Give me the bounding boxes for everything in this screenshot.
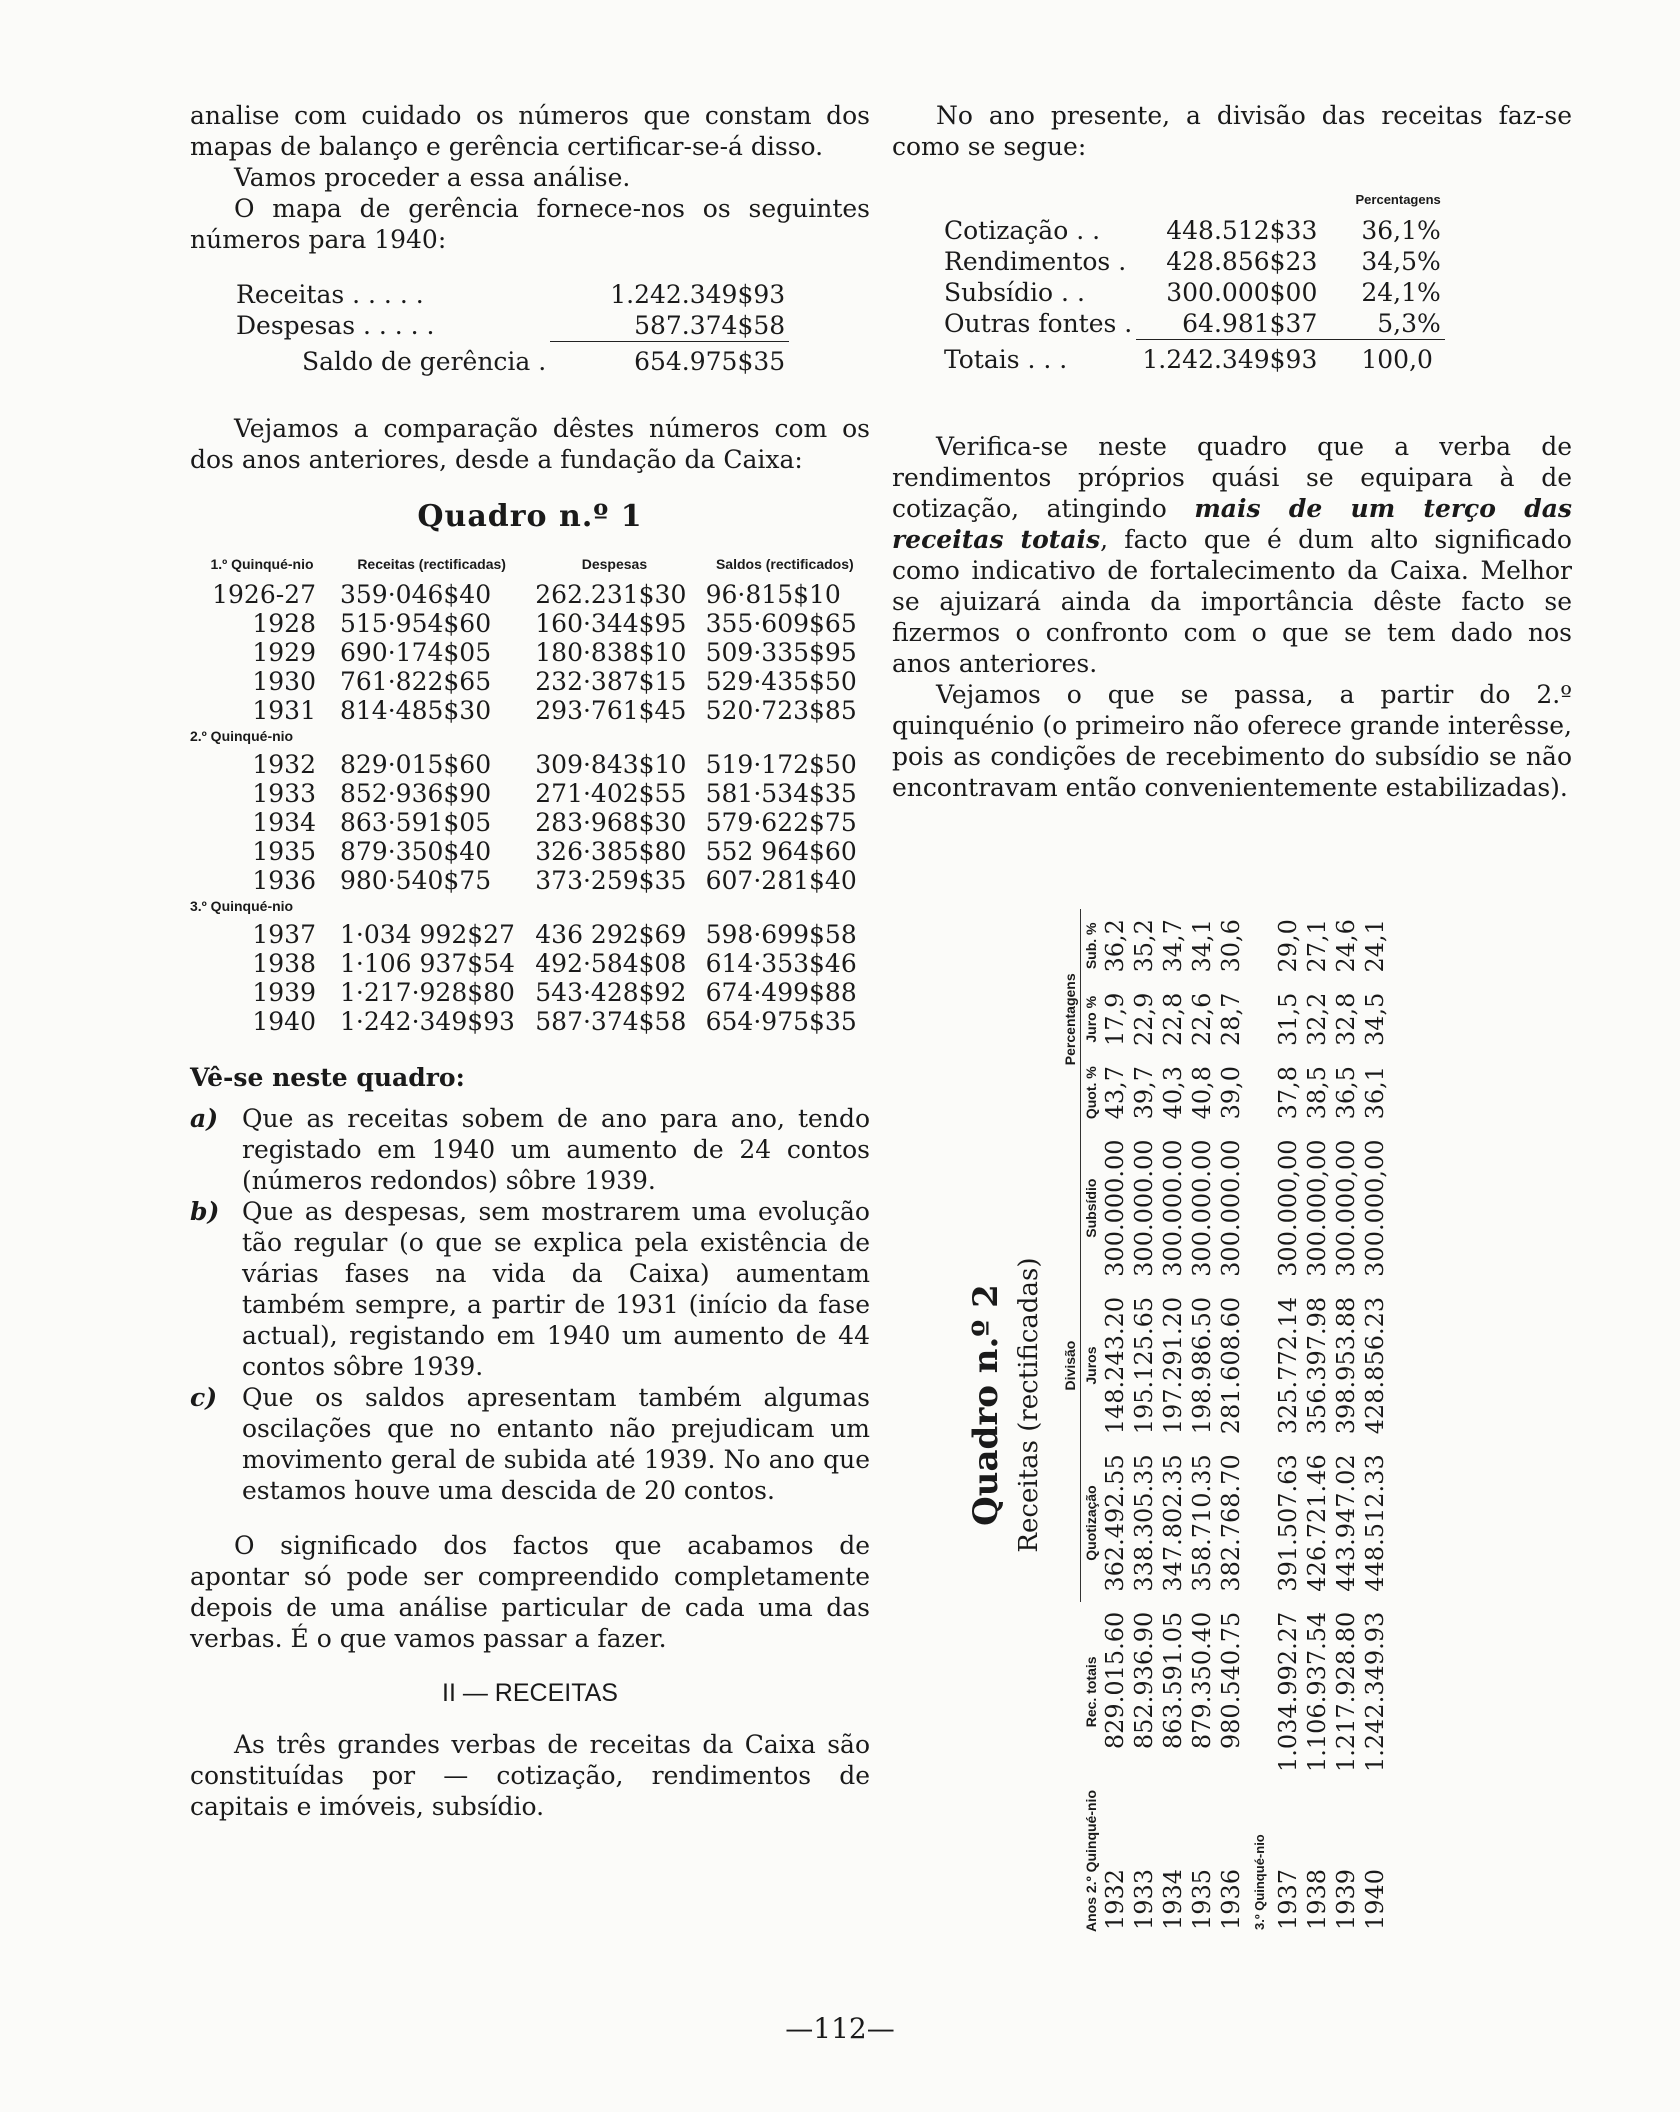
quadro1-title: Quadro n.º 1 bbox=[417, 499, 643, 534]
value-cell: 32,8 bbox=[1332, 992, 1360, 1046]
value-cell: 1·106 937$54 bbox=[340, 949, 515, 978]
value-cell: 22,8 bbox=[1159, 992, 1187, 1046]
value-cell: 581·534$35 bbox=[705, 779, 857, 808]
gerencia-label: Despesas . . . . . bbox=[236, 311, 435, 341]
quadro2-header: Juro % bbox=[1083, 995, 1099, 1043]
year-cell: 1928 bbox=[252, 609, 316, 638]
division-pct: 34,5% bbox=[1361, 247, 1441, 276]
value-cell: 195.125.65 bbox=[1130, 1296, 1158, 1435]
year-cell: 1938 bbox=[252, 949, 316, 978]
table-row bbox=[1130, 909, 1159, 1940]
table-row bbox=[190, 638, 870, 667]
value-cell: 519·172$50 bbox=[705, 750, 857, 779]
value-cell: 829·015$60 bbox=[340, 750, 492, 779]
value-cell: 29,0 bbox=[1274, 919, 1302, 973]
quadro2-rotated-wrapper bbox=[960, 860, 1540, 1950]
table-row bbox=[1332, 909, 1361, 1940]
year-cell: 1937 bbox=[1274, 1868, 1302, 1930]
quadro2-header: Rec. totais bbox=[1082, 1656, 1099, 1728]
gerencia-row bbox=[232, 310, 789, 342]
table-row bbox=[190, 750, 870, 779]
year-cell: 1929 bbox=[252, 638, 316, 667]
value-cell: 40,8 bbox=[1188, 1065, 1216, 1120]
paragraph: No ano presente, a divisão das receitas faz-se como se segue: bbox=[892, 101, 1572, 161]
paragraph: Vejamos o que se passa, a partir do 2.º quinquénio (o primeiro não oferece grande interêsse, pois as condições de recebimento do subsídio se não encontravam então convenientemente estabilizadas). bbox=[892, 680, 1572, 802]
value-cell: 1.034.992.27 bbox=[1274, 1611, 1302, 1772]
table-row bbox=[1217, 909, 1246, 1940]
value-cell: 579·622$75 bbox=[705, 808, 857, 837]
value-cell: 300.000.00 bbox=[1101, 1139, 1129, 1277]
table-row bbox=[190, 978, 870, 1007]
division-total-pct: 100,0 bbox=[1361, 345, 1433, 374]
list-text: Que os saldos apresentam também algumas oscilações que no entanto não prejudicam um movimento geral de subida até 1939. No ano que estamos houve uma descida de 20 contos. bbox=[242, 1383, 870, 1505]
division-value: 448.512$33 bbox=[1166, 216, 1318, 245]
value-cell: 300.000,00 bbox=[1274, 1139, 1302, 1277]
quadro2-header: Juros bbox=[1083, 1346, 1099, 1385]
value-cell: 300.000,00 bbox=[1332, 1139, 1360, 1277]
group-divisao: Divisão bbox=[1060, 1129, 1081, 1601]
value-cell: 28,7 bbox=[1217, 992, 1245, 1046]
value-cell: 36,5 bbox=[1332, 1065, 1360, 1120]
value-cell: 271·402$55 bbox=[535, 779, 687, 808]
table-row bbox=[1361, 909, 1390, 1940]
value-cell: 852·936$90 bbox=[340, 779, 492, 808]
observations-list bbox=[190, 1103, 870, 1506]
quadro1-table bbox=[190, 556, 870, 1036]
gerencia-row bbox=[232, 279, 789, 310]
division-value: 64.981$37 bbox=[1136, 308, 1321, 340]
gerencia-table bbox=[232, 279, 789, 377]
value-cell: 515·954$60 bbox=[340, 609, 492, 638]
value-cell: 35,2 bbox=[1130, 919, 1158, 973]
quadro2-header: Sub. % bbox=[1083, 922, 1099, 970]
year-cell: 1937 bbox=[252, 920, 316, 949]
value-cell: 197.291.20 bbox=[1159, 1296, 1187, 1435]
saldo-label: Saldo de gerência . bbox=[302, 346, 547, 376]
quadro1-header: 1.º Quinqué-nio bbox=[210, 556, 314, 572]
paragraph: O significado dos factos que acabamos de apontar só pode ser compreendido completamente depois de uma análise particular de cada uma das verbas. É o que vamos passar a fazer. bbox=[190, 1531, 870, 1653]
division-value: 428.856$23 bbox=[1166, 247, 1318, 276]
division-row bbox=[940, 215, 1445, 246]
value-cell: 359·046$40 bbox=[340, 580, 492, 609]
division-row bbox=[940, 246, 1445, 277]
value-cell: 300.000.00 bbox=[1159, 1139, 1187, 1277]
value-cell: 356.397.98 bbox=[1303, 1296, 1331, 1435]
division-pct: 36,1% bbox=[1361, 216, 1441, 245]
value-cell: 36,1 bbox=[1361, 1065, 1389, 1120]
paragraph: Vê-se neste quadro: bbox=[190, 1063, 465, 1092]
list-item bbox=[190, 1196, 870, 1382]
section-label: 2.º Quinqué-nio bbox=[190, 728, 294, 744]
value-cell: 829.015.60 bbox=[1101, 1611, 1129, 1750]
list-text: Que as receitas sobem de ano para ano, tendo registado em 1940 um aumento de 24 contos (números redondos) sôbre 1939. bbox=[242, 1104, 870, 1195]
quadro1-header: Saldos (rectificados) bbox=[715, 556, 854, 572]
division-label: Subsídio . . bbox=[944, 278, 1085, 307]
division-pct: 5,3% bbox=[1321, 308, 1444, 340]
value-cell: 283·968$30 bbox=[535, 808, 687, 837]
page-number: —112— bbox=[785, 2012, 895, 2045]
value-cell: 300.000.00 bbox=[1130, 1139, 1158, 1277]
list-text: Que as despesas, sem mostrarem uma evolução tão regular (o que se explica pela existência de várias fases na vida da Caixa) aumentam também sempre, a partir de 1931 (início da fase actual), registando em 1940 um aumento de 44 contos sôbre 1939. bbox=[242, 1197, 870, 1381]
value-cell: 17,9 bbox=[1101, 992, 1129, 1046]
quadro1-header: Receitas (rectificadas) bbox=[357, 556, 506, 572]
quadro2 bbox=[960, 860, 1540, 1950]
section-row bbox=[190, 725, 870, 750]
value-cell: 674·499$88 bbox=[705, 978, 857, 1007]
value-cell: 22,9 bbox=[1130, 992, 1158, 1046]
year-cell: 1935 bbox=[1188, 1868, 1216, 1930]
value-cell: 358.710.35 bbox=[1188, 1454, 1216, 1592]
value-cell: 852.936.90 bbox=[1130, 1611, 1158, 1750]
quadro2-header: Anos 2.º Quinqué-nio bbox=[1082, 1790, 1099, 1932]
value-cell: 1·242·349$93 bbox=[340, 1007, 515, 1036]
list-label: c) bbox=[190, 1383, 218, 1412]
division-total-value: 1.242.349$93 bbox=[1142, 345, 1318, 374]
table-row bbox=[190, 609, 870, 638]
value-cell: 1.242.349.93 bbox=[1361, 1611, 1389, 1772]
section-row bbox=[190, 895, 870, 920]
section-label: 3.º Quinqué-nio bbox=[190, 898, 294, 914]
value-cell: 362.492.55 bbox=[1101, 1454, 1129, 1592]
value-cell: 761·822$65 bbox=[340, 667, 492, 696]
value-cell: 148.243.20 bbox=[1101, 1296, 1129, 1435]
year-cell: 1936 bbox=[1217, 1868, 1245, 1930]
list-label: a) bbox=[190, 1104, 219, 1133]
value-cell: 347.802.35 bbox=[1159, 1454, 1187, 1592]
value-cell: 1·034 992$27 bbox=[340, 920, 515, 949]
value-cell: 31,5 bbox=[1274, 992, 1302, 1046]
division-row bbox=[940, 308, 1445, 340]
year-cell: 1938 bbox=[1303, 1868, 1331, 1930]
quadro2-header: Quot. % bbox=[1083, 1066, 1099, 1120]
value-cell: 37,8 bbox=[1274, 1065, 1302, 1120]
quadro2-subtitle: Receitas (rectificadas) bbox=[1014, 1257, 1044, 1553]
division-table bbox=[940, 184, 1445, 375]
section-title: II — RECEITAS bbox=[442, 1679, 618, 1707]
quadro2-header: Subsídio bbox=[1083, 1178, 1099, 1238]
value-cell: 24,6 bbox=[1332, 919, 1360, 973]
table-row bbox=[190, 779, 870, 808]
value-cell: 30,6 bbox=[1217, 919, 1245, 973]
value-cell: 338.305.35 bbox=[1130, 1454, 1158, 1592]
value-cell: 863.591.05 bbox=[1159, 1611, 1187, 1750]
list-label: b) bbox=[190, 1197, 220, 1226]
year-cell: 1939 bbox=[1332, 1868, 1360, 1930]
quadro1-header: Despesas bbox=[581, 556, 648, 572]
value-cell: 436 292$69 bbox=[535, 920, 687, 949]
paragraph: O mapa de gerência fornece-nos os seguintes números para 1940: bbox=[190, 194, 870, 254]
year-cell: 1930 bbox=[252, 667, 316, 696]
year-cell: 1926-27 bbox=[212, 580, 316, 609]
value-cell: 863·591$05 bbox=[340, 808, 492, 837]
value-cell: 373·259$35 bbox=[535, 866, 687, 895]
value-cell: 690·174$05 bbox=[340, 638, 492, 667]
value-cell: 43,7 bbox=[1101, 1065, 1129, 1120]
division-label: Cotização . . bbox=[944, 216, 1101, 245]
saldo-row bbox=[232, 342, 789, 378]
right-column bbox=[892, 100, 1572, 803]
quadro2-table bbox=[1060, 909, 1390, 1940]
value-cell: 309·843$10 bbox=[535, 750, 687, 779]
value-cell: 27,1 bbox=[1303, 919, 1331, 973]
value-cell: 509·335$95 bbox=[705, 638, 857, 667]
text-span: , facto que é dum alto significado como indicativo de fortalecimento da Caixa. Melhor se ajuizará ainda da importância dêste facto se fizermos o confronto com o que se tem dado nos anos anteriores. bbox=[892, 525, 1572, 678]
value-cell: 1.217.928.80 bbox=[1332, 1611, 1360, 1772]
paragraph: analise com cuidado os números que constam dos mapas de balanço e gerência certificar-se-á disso. bbox=[190, 101, 870, 161]
value-cell: 34,7 bbox=[1159, 919, 1187, 973]
table-row bbox=[1303, 909, 1332, 1940]
section-label: 3.º Quinqué-nio bbox=[1252, 1834, 1267, 1930]
paragraph: Vamos proceder a essa análise. bbox=[234, 163, 631, 192]
table-row bbox=[1188, 909, 1217, 1940]
saldo-value: 654.975$35 bbox=[634, 347, 786, 376]
value-cell: 1·217·928$80 bbox=[340, 978, 515, 1007]
value-cell: 300.000,00 bbox=[1303, 1139, 1331, 1277]
division-total-label: Totais . . . bbox=[944, 344, 1068, 374]
year-cell: 1931 bbox=[252, 696, 316, 725]
table-row bbox=[190, 808, 870, 837]
table-row bbox=[190, 1007, 870, 1036]
value-cell: 325.772.14 bbox=[1274, 1296, 1302, 1435]
year-cell: 1935 bbox=[252, 837, 316, 866]
year-cell: 1939 bbox=[252, 978, 316, 1007]
value-cell: 607·281$40 bbox=[705, 866, 857, 895]
value-cell: 160·344$95 bbox=[535, 609, 687, 638]
year-cell: 1932 bbox=[1101, 1868, 1129, 1930]
emphasis: mais de um terço das receitas totais bbox=[892, 494, 1572, 554]
year-cell: 1936 bbox=[252, 866, 316, 895]
value-cell: 300.000.00 bbox=[1217, 1139, 1245, 1277]
value-cell: 391.507.63 bbox=[1274, 1454, 1302, 1592]
text-span: Verifica-se neste quadro que a verba de rendimentos próprios quási se equipara à de cotização, atingindo bbox=[892, 432, 1572, 523]
value-cell: 382.768.70 bbox=[1217, 1454, 1245, 1592]
quadro2-header: Quotização bbox=[1083, 1485, 1099, 1561]
value-cell: 654·975$35 bbox=[705, 1007, 857, 1036]
table-row bbox=[190, 866, 870, 895]
value-cell: 39,0 bbox=[1217, 1065, 1245, 1120]
left-column bbox=[190, 100, 870, 1822]
value-cell: 529·435$50 bbox=[705, 667, 857, 696]
value-cell: 443.947.02 bbox=[1332, 1454, 1360, 1592]
quadro2-title: Quadro n.º 2 bbox=[966, 1284, 1006, 1526]
list-item bbox=[190, 1382, 870, 1506]
value-cell: 34,1 bbox=[1188, 919, 1216, 973]
table-row bbox=[190, 696, 870, 725]
value-cell: 40,3 bbox=[1159, 1065, 1187, 1120]
value-cell: 262.231$30 bbox=[535, 580, 687, 609]
value-cell: 38,5 bbox=[1303, 1065, 1331, 1120]
division-value: 300.000$00 bbox=[1166, 278, 1318, 307]
division-label: Outras fontes . bbox=[944, 309, 1133, 339]
value-cell: 814·485$30 bbox=[340, 696, 492, 725]
value-cell: 355·609$65 bbox=[705, 609, 857, 638]
year-cell: 1934 bbox=[252, 808, 316, 837]
value-cell: 980·540$75 bbox=[340, 866, 492, 895]
table-row bbox=[190, 837, 870, 866]
value-cell: 293·761$45 bbox=[535, 696, 687, 725]
value-cell: 24,1 bbox=[1361, 919, 1389, 973]
division-label: Rendimentos . bbox=[944, 247, 1127, 276]
value-cell: 587·374$58 bbox=[535, 1007, 687, 1036]
value-cell: 598·699$58 bbox=[705, 920, 857, 949]
paragraph: Vejamos a comparação dêstes números com os dos anos anteriores, desde a fundação da Caixa: bbox=[190, 414, 870, 474]
value-cell: 492·584$08 bbox=[535, 949, 687, 978]
value-cell: 398.953.88 bbox=[1332, 1296, 1360, 1435]
value-cell: 879·350$40 bbox=[340, 837, 492, 866]
table-row bbox=[1274, 909, 1303, 1940]
table-row bbox=[190, 920, 870, 949]
gerencia-label: Receitas . . . . . bbox=[236, 280, 424, 309]
year-cell: 1940 bbox=[1361, 1868, 1389, 1930]
gerencia-value: 1.242.349$93 bbox=[610, 280, 786, 309]
division-row bbox=[940, 277, 1445, 308]
pct-header: Percentagens bbox=[1355, 192, 1441, 207]
value-cell: 32,2 bbox=[1303, 992, 1331, 1046]
value-cell: 426.721.46 bbox=[1303, 1454, 1331, 1592]
value-cell: 300.000,00 bbox=[1361, 1139, 1389, 1277]
gerencia-value: 587.374$58 bbox=[550, 310, 789, 342]
value-cell: 879.350.40 bbox=[1188, 1611, 1216, 1750]
value-cell: 448.512.33 bbox=[1361, 1454, 1389, 1592]
list-item bbox=[190, 1103, 870, 1196]
value-cell: 281.608.60 bbox=[1217, 1296, 1245, 1435]
value-cell: 543·428$92 bbox=[535, 978, 687, 1007]
value-cell: 520·723$85 bbox=[705, 696, 857, 725]
value-cell: 34,5 bbox=[1361, 992, 1389, 1046]
division-pct: 24,1% bbox=[1361, 278, 1441, 307]
table-row bbox=[1101, 909, 1130, 1940]
value-cell: 428.856.23 bbox=[1361, 1296, 1389, 1435]
table-row bbox=[190, 580, 870, 609]
value-cell: 232·387$15 bbox=[535, 667, 687, 696]
value-cell: 552 964$60 bbox=[705, 837, 857, 866]
value-cell: 96·815$10 bbox=[705, 580, 841, 609]
division-total-row bbox=[940, 340, 1445, 376]
value-cell: 1.106.937.54 bbox=[1303, 1611, 1331, 1772]
value-cell: 39,7 bbox=[1130, 1065, 1158, 1120]
value-cell: 198.986.50 bbox=[1188, 1296, 1216, 1435]
value-cell: 36,2 bbox=[1101, 919, 1129, 973]
table-row bbox=[1159, 909, 1188, 1940]
section-row bbox=[1246, 909, 1274, 1940]
paragraph bbox=[892, 431, 1572, 679]
year-cell: 1934 bbox=[1159, 1868, 1187, 1930]
year-cell: 1933 bbox=[252, 779, 316, 808]
group-percentagens: Percentagens bbox=[1060, 909, 1081, 1129]
year-cell: 1933 bbox=[1130, 1868, 1158, 1930]
value-cell: 980.540.75 bbox=[1217, 1611, 1245, 1750]
year-cell: 1940 bbox=[252, 1007, 316, 1036]
value-cell: 22,6 bbox=[1188, 992, 1216, 1046]
value-cell: 614·353$46 bbox=[705, 949, 857, 978]
table-row bbox=[190, 667, 870, 696]
year-cell: 1932 bbox=[252, 750, 316, 779]
value-cell: 300.000.00 bbox=[1188, 1139, 1216, 1277]
table-row bbox=[190, 949, 870, 978]
value-cell: 326·385$80 bbox=[535, 837, 687, 866]
value-cell: 180·838$10 bbox=[535, 638, 687, 667]
paragraph: As três grandes verbas de receitas da Caixa são constituídas por — cotização, rendimentos de capitais e imóveis, subsídio. bbox=[190, 1730, 870, 1821]
